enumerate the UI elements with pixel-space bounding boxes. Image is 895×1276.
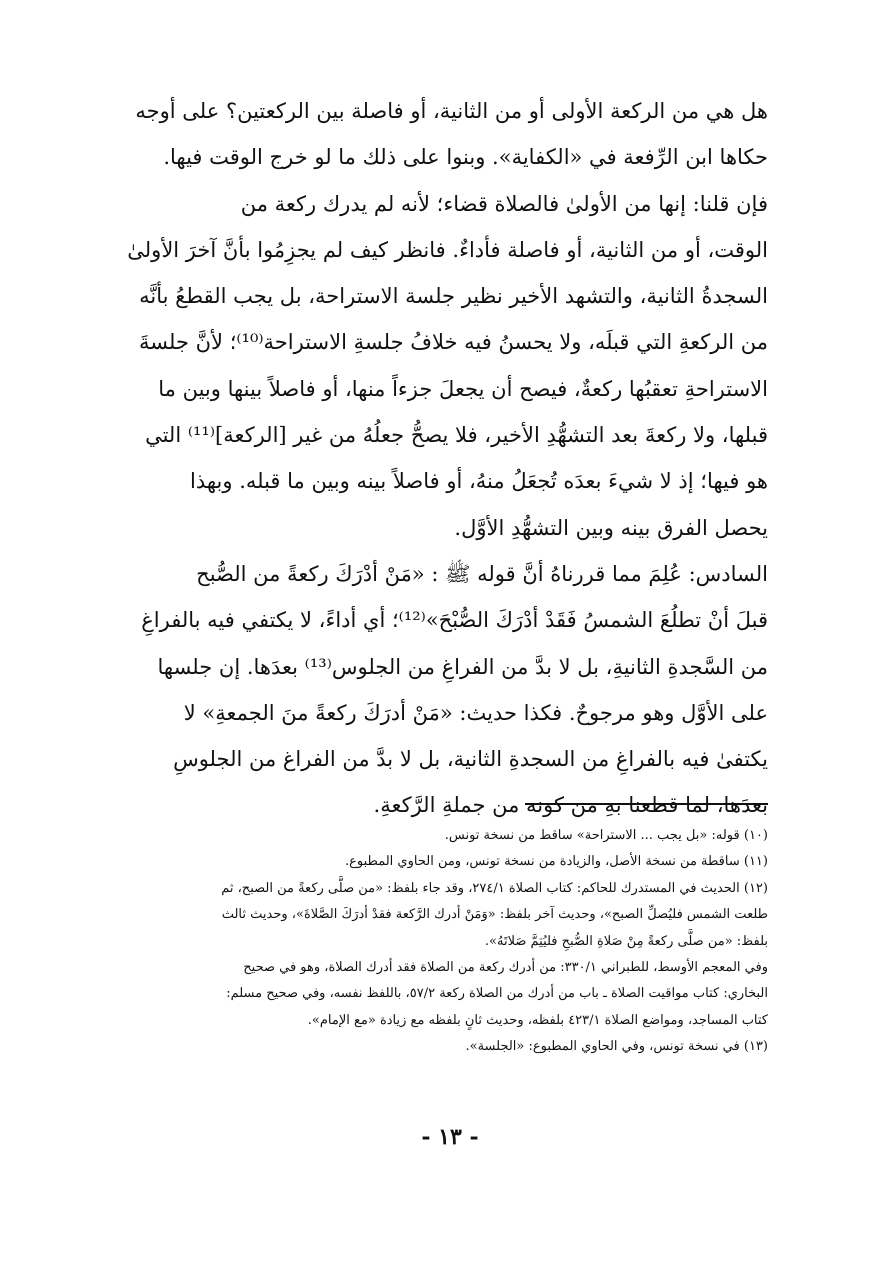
footnote-line: كتاب المساجد، ومواضع الصلاة ٤٢٣/١ بلفظه، وحديث ثانٍ بلفظه مع زيادة «مع الإمام». [307,1012,768,1028]
footnote-line: بلفظ: «من صلَّى ركعةً مِنْ صَلاةِ الصُّبحِ فليُتِمَّ صَلاتَهُ». [484,933,768,949]
body-line: قبلَ أنْ تطلُعَ الشمسُ فَقَدْ أدْرَكَ الصُّبْحَ»⁽¹²⁾؛ أي أداءً، لا يكتفي فيه بالفراغِ [141,608,768,633]
body-line: من السَّجدةِ الثانيةِ، بل لا بدَّ من الفراغِ من الجلوس⁽¹³⁾ بعدَها. إن جلسها [157,654,768,679]
body-text [112,88,768,829]
footnote-line: (١١) ساقطة من نسخة الأصل، والزيادة من نسخة تونس، ومن الحاوي المطبوع. [345,854,768,870]
body-line: حكاها ابن الرِّفعة في «الكفاية». وبنوا على ذلك ما لو خرج الوقت فيها. [163,145,768,170]
body-line: قبلها، ولا ركعةَ بعد التشهُّدِ الأخير، فلا يصحُّ جعلُهُ من غير [الركعة]⁽¹¹⁾ التي [145,423,768,448]
footnote-line: (١٣) في نسخة تونس، وفي الحاوي المطبوع: «الجلسة». [465,1039,768,1055]
body-line: يحصل الفرق بينه وبين التشهُّدِ الأوَّل. [454,515,768,540]
footnote-line: (١٠) قوله: «بل يجب ... الاستراحة» ساقط من نسخة تونس. [444,828,768,843]
body-line: بعدَها، لما قطعنا بهِ من كونه من جملةِ الرَّكعةِ. [373,793,768,818]
footnote-line: البخاري: كتاب مواقيت الصلاة ـ باب من أدرك من الصلاة ركعة ٥٧/٢، باللفظ نفسه، وفي صحيح مسلم: [226,986,768,1002]
body-line: يكتفىٰ فيه بالفراغِ من السجدةِ الثانية، بل لا بدَّ من الفراغ من الجلوسِ [173,747,768,772]
footnotes [108,823,768,1061]
body-line: فإن قلنا: إنها من الأولىٰ فالصلاة قضاء؛ لأنه لم يدرك ركعة من [240,191,768,216]
footnote-line: (١٢) الحديث في المستدرك للحاكم: كتاب الصلاة ٢٧٤/١، وقد جاء بلفظ: «من صلَّى ركعةً من الصبح، ثم [221,880,768,896]
body-line: على الأوَّل وهو مرجوحٌ. فكذا حديث: «مَنْ أدرَكَ ركعةً منَ الجمعةِ» لا [183,700,768,725]
footnote-line: طلعت الشمس فليُصلِّ الصبح»، وحديث آخر بلفظ: «وَمَنْ أدرك الرَّكعة فقدْ أدرَكَ الصَّلاةَ»، وحديث ثالث [221,907,768,923]
body-line: الوقت، أو من الثانية، أو فاصلة فأداءٌ. فانظر كيف لم يجزِمُوا بأنَّ آخرَ الأولىٰ [127,237,768,262]
body-line: السادس: عُلِمَ مما قررناهُ أنَّ قوله ﷺ : «مَنْ أدْرَكَ ركعةً من الصُّبح [196,561,768,586]
body-line: هو فيها؛ إذ لا شيءَ بعدَه تُجعَلُ منهُ، أو فاصلاً بينه وبين ما قبله. وبهذا [190,469,768,494]
body-line: الاستراحةِ تعقبُها ركعةٌ، فيصح أن يجعلَ جزءاً منها، أو فاصلاً بينها وبين ما [158,376,768,401]
footnote-separator [525,803,768,805]
body-line: السجدةُ الثانية، والتشهد الأخير نظير جلسة الاستراحة، بل يجب القطعُ بأنَّه [139,284,768,309]
body-line: من الركعةِ التي قبلَه، ولا يحسنُ فيه خلافُ جلسةِ الاستراحة⁽¹⁰⁾؛ لأنَّ جلسةَ [139,330,768,355]
body-line: هل هي من الركعة الأولى أو من الثانية، أو فاصلة بين الركعتين؟ على أوجه [135,99,768,123]
footnote-line: وفي المعجم الأوسط، للطبراني ٣٣٠/١: من أدرك ركعة من الصلاة فقد أدرك الصلاة، وهو في صحيح [243,959,768,975]
page-number: - ١٣ - [421,1124,479,1150]
